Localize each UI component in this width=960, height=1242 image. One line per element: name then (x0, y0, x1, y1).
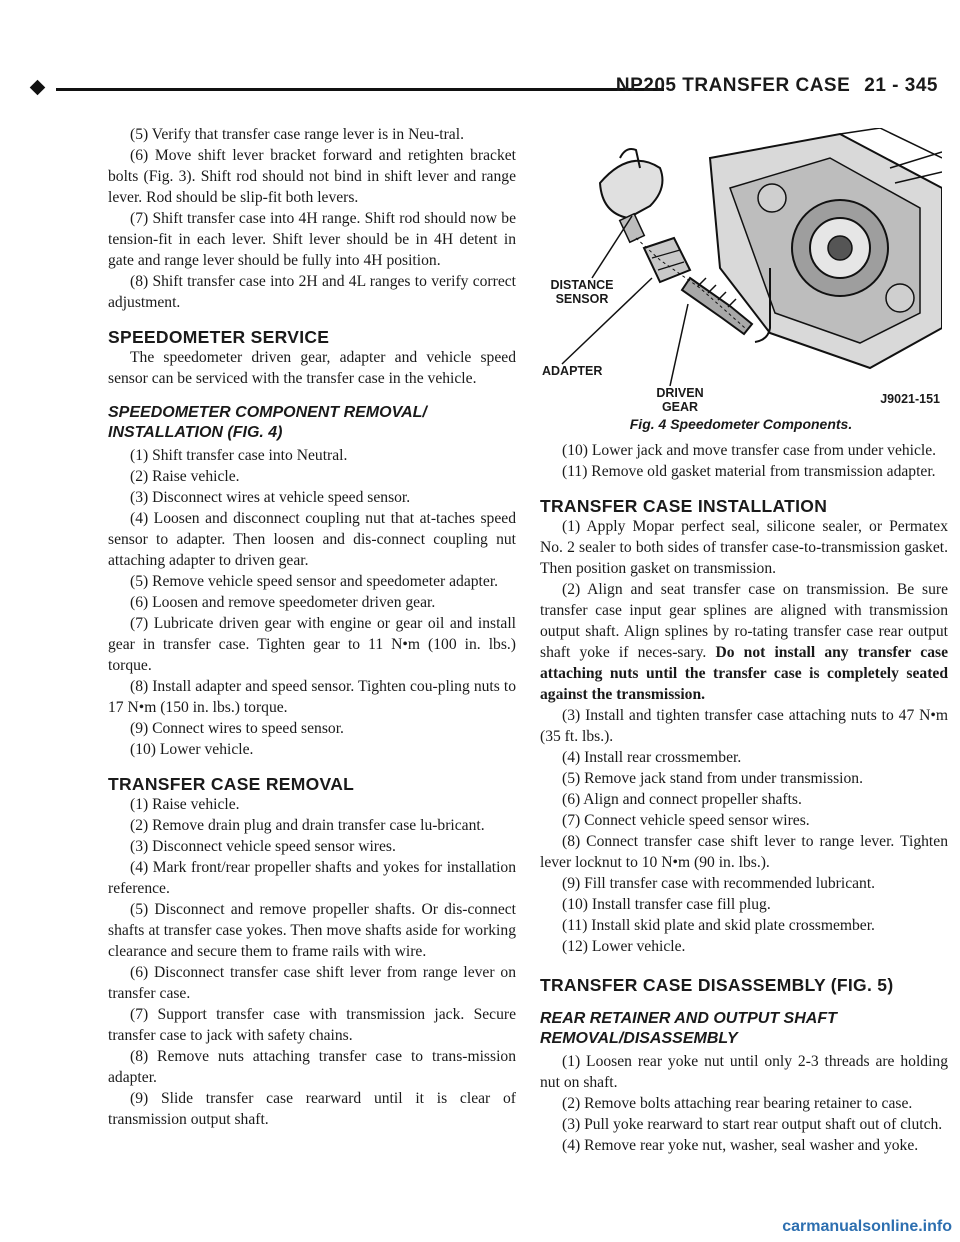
step-text: (5) Remove vehicle speed sensor and speedometer adapter. (130, 573, 499, 590)
heading-transfer-case-disassembly: TRANSFER CASE DISASSEMBLY (FIG. 5) (540, 975, 894, 995)
label-driven-gear: DRIVEN GEAR (656, 386, 704, 414)
right-column (540, 440, 948, 1156)
step-text: (11) Install skid plate and skid plate crossmember. (562, 917, 875, 934)
step-text: (7) Connect vehicle speed sensor wires. (562, 812, 810, 829)
section-title: NP205 TRANSFER CASE (615, 75, 851, 96)
heading-rear-retainer-removal: REAR RETAINER AND OUTPUT SHAFT REMOVAL/DISASSEMBLY (540, 1010, 837, 1047)
step-text: (3) Disconnect wires at vehicle speed sensor. (130, 489, 411, 506)
heading-transfer-case-removal: TRANSFER CASE REMOVAL (108, 774, 355, 794)
step-text: (8) Install adapter and speed sensor. Tighten cou-pling nuts to 17 N•m (150 in. lbs.) torque. (108, 678, 516, 716)
step-text: (1) Apply Mopar perfect seal, silicone sealer, or Permatex No. 2 sealer to both sides of transfer case-to-transmission gasket. Then position gasket on transmission. (540, 518, 948, 577)
watermark-text: carmanualsonline.info (782, 1218, 952, 1235)
step-text: (6) Move shift lever bracket forward and retighten bracket bolts (Fig. 3). Shift rod should not bind in shift lever and range lever. Rod should be slip-fit both levers. (108, 147, 516, 206)
left-column (108, 124, 516, 1130)
diamond-bullet-icon (30, 80, 46, 96)
step-text: (6) Disconnect transfer case shift lever from range lever on transfer case. (108, 964, 516, 1002)
header-rule (56, 88, 664, 91)
step-text: (4) Install rear crossmember. (562, 749, 742, 766)
step-text: (1) Raise vehicle. (130, 796, 240, 813)
speedometer-components-illustration (540, 128, 942, 388)
heading-transfer-case-installation: TRANSFER CASE INSTALLATION (540, 496, 828, 516)
step-text: (2) Raise vehicle. (130, 468, 240, 485)
step-text: (5) Disconnect and remove propeller shafts. Or dis-connect shafts at transfer case yokes. Then move shafts aside for working clearance and secure them to frame rails with wire. (108, 901, 516, 960)
step-text: (4) Remove rear yoke nut, washer, seal washer and yoke. (562, 1137, 919, 1154)
step-text: (5) Verify that transfer case range lever is in Neu-tral. (130, 126, 464, 143)
step-text: (9) Fill transfer case with recommended lubricant. (562, 875, 876, 892)
step-text: (4) Mark front/rear propeller shafts and yokes for installation reference. (108, 859, 516, 897)
running-title (616, 75, 938, 97)
step-text: (12) Lower vehicle. (562, 938, 686, 955)
step-text: (11) Remove old gasket material from transmission adapter. (562, 463, 936, 480)
step-text: (10) Lower vehicle. (130, 741, 254, 758)
step-text: (3) Disconnect vehicle speed sensor wires. (130, 838, 396, 855)
step-text (540, 579, 948, 705)
step-text: (7) Support transfer case with transmission jack. Secure transfer case to jack with safety chains. (108, 1006, 516, 1044)
step-text: (2) Remove drain plug and drain transfer case lu-bricant. (130, 817, 485, 834)
step-text: (3) Pull yoke rearward to start rear output shaft out of clutch. (562, 1116, 943, 1133)
step-text: (9) Connect wires to speed sensor. (130, 720, 344, 737)
figure-caption: Fig. 4 Speedometer Components. (629, 416, 853, 432)
speedometer-service-text: The speedometer driven gear, adapter and vehicle speed sensor can be serviced with the transfer case in the vehicle. (108, 349, 516, 387)
step-text: (4) Loosen and disconnect coupling nut that at-taches speed sensor to adapter. Then loosen and dis-connect coupling nut attaching adapter to driven gear. (108, 510, 516, 569)
step-text: (10) Install transfer case fill plug. (562, 896, 771, 913)
step-text: (7) Shift transfer case into 4H range. Shift rod should now be tension-fit in each lever. Shift lever should be in 4H detent in gate and range lever should be fully into 4H position. (108, 210, 516, 269)
step-text: (8) Connect transfer case shift lever to range lever. Tighten lever locknut to 10 N•m (90 in. lbs.). (540, 833, 948, 871)
step-text: (3) Install and tighten transfer case attaching nuts to 47 N•m (35 ft. lbs.). (540, 707, 948, 745)
page-number: 21 - 345 (864, 75, 938, 96)
step-text-regular: (2) Align and seat transfer case on transmission. Be sure transfer case input gear splines are aligned with transmission output shaft. Align splines by ro-tating transfer case rear output shaft yoke if neces-sary. (540, 581, 948, 661)
step-text: (5) Remove jack stand from under transmission. (562, 770, 863, 787)
step-text: (6) Align and connect propeller shafts. (562, 791, 802, 808)
step-text: (10) Lower jack and move transfer case from under vehicle. (562, 442, 937, 459)
step-text: (7) Lubricate driven gear with engine or gear oil and install gear in transfer case. Tighten gear to 11 N•m (100 in. lbs.) torque. (108, 615, 516, 674)
page-header (32, 75, 938, 102)
heading-speedometer-service: SPEEDOMETER SERVICE (108, 327, 330, 347)
step-text: (6) Loosen and remove speedometer driven gear. (130, 594, 436, 611)
step-text: (9) Slide transfer case rearward until it is clear of transmission output shaft. (108, 1090, 516, 1128)
figure-id: J9021-151 (880, 392, 940, 406)
step-text: (8) Remove nuts attaching transfer case to trans-mission adapter. (108, 1048, 516, 1086)
step-text: (1) Shift transfer case into Neutral. (130, 447, 348, 464)
step-text: (8) Shift transfer case into 2H and 4L ranges to verify correct adjustment. (108, 273, 516, 311)
heading-component-removal: SPEEDOMETER COMPONENT REMOVAL/ INSTALLATION (FIG. 4) (108, 404, 427, 441)
figure-speedometer-components (540, 128, 942, 432)
step-text-warning: Do not install any transfer case attaching nuts until the transfer case is completely seated against the transmission. (540, 644, 948, 703)
step-text: (1) Loosen rear yoke nut until only 2-3 threads are holding nut on shaft. (540, 1053, 948, 1091)
label-adapter: ADAPTER (542, 364, 603, 378)
step-text: (2) Remove bolts attaching rear bearing retainer to case. (562, 1095, 913, 1112)
label-distance-sensor: DISTANCE SENSOR (550, 278, 614, 306)
